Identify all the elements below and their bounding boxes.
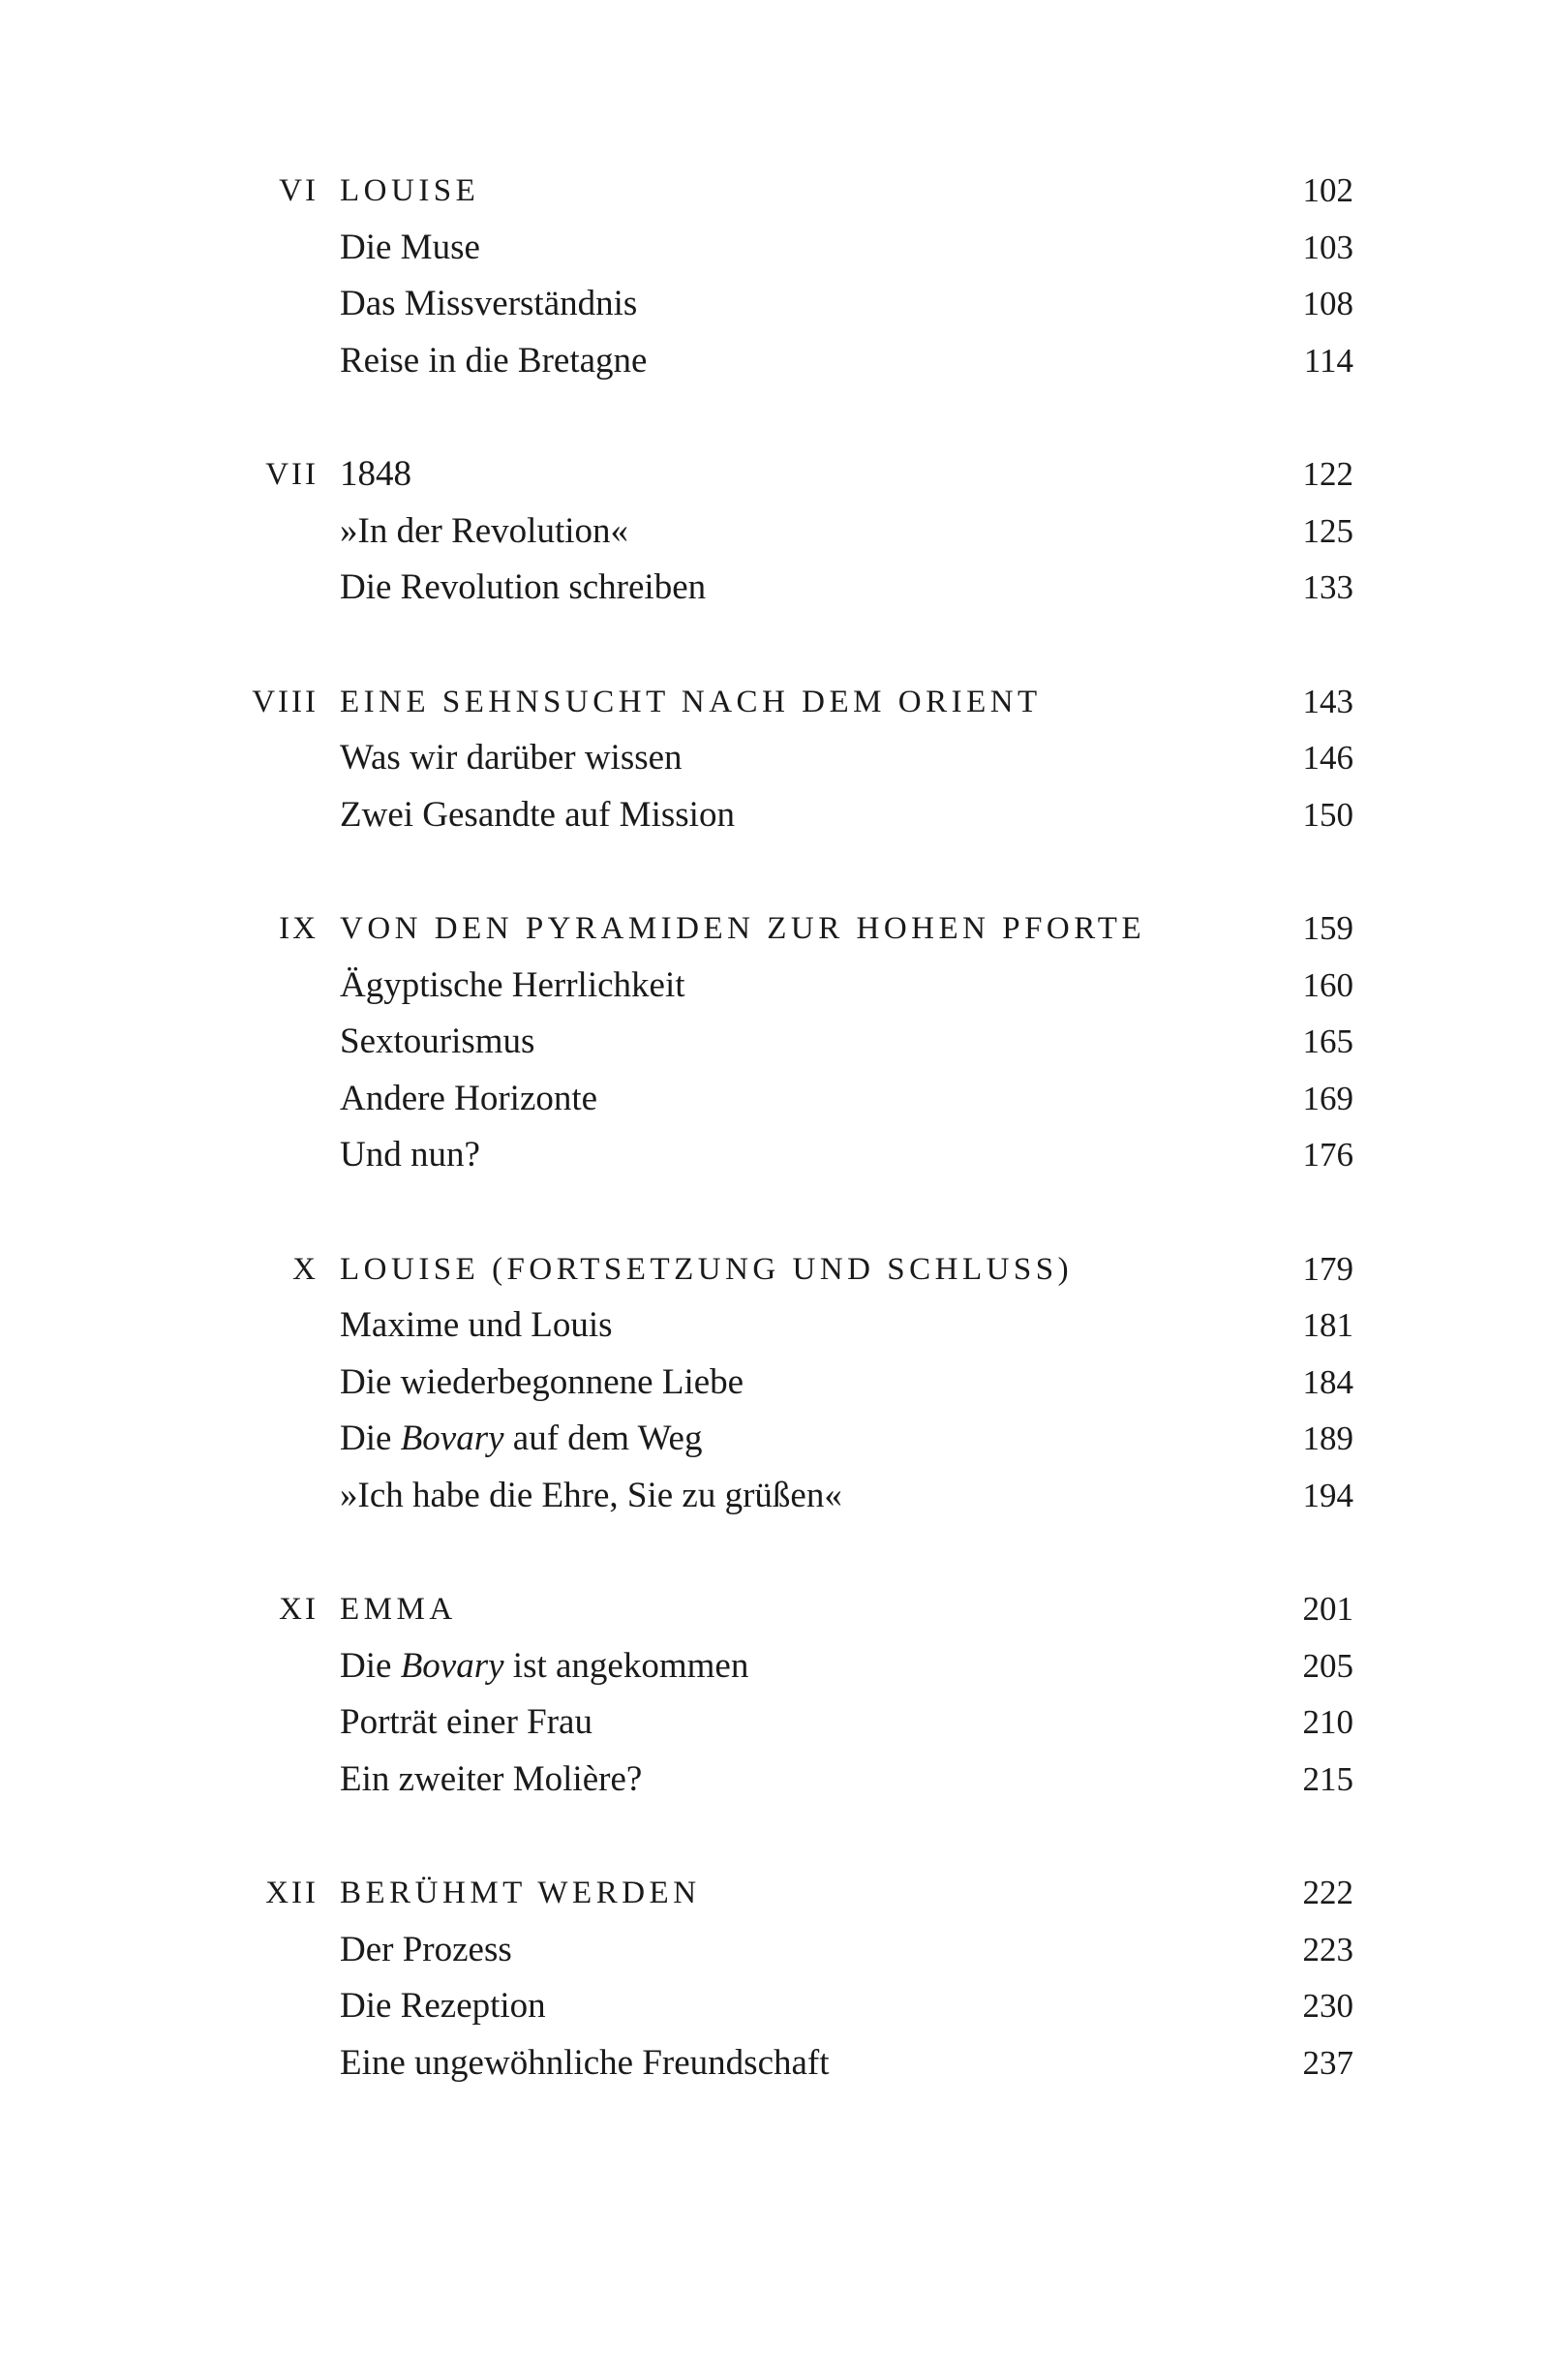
section-row: [0, 1071, 1549, 1128]
section-page-number: 189: [1302, 1419, 1353, 1457]
section-row: [0, 958, 1549, 1015]
section-title: [340, 1127, 480, 1184]
section-title-text: Die: [340, 1419, 401, 1458]
chapter-numeral: IX: [279, 911, 319, 946]
chapter-heading-row: [0, 1241, 1549, 1298]
section-title: [340, 276, 637, 333]
chapter-page-number: 222: [1302, 1874, 1353, 1911]
chapter-title: LOUISE: [340, 173, 480, 208]
chapter-heading-row: [0, 1581, 1549, 1638]
chapter-page-number: 159: [1302, 909, 1353, 947]
section-title-text: Andere Horizonte: [340, 1078, 598, 1118]
section-row: [0, 730, 1549, 787]
chapter-page-number: 201: [1302, 1590, 1353, 1628]
section-title-text: Und nun?: [340, 1135, 480, 1175]
section-title-text: Porträt einer Frau: [340, 1702, 592, 1742]
section-row: [0, 1752, 1549, 1809]
chapter-heading-row: [0, 163, 1549, 220]
section-title-italic: Bovary: [400, 1645, 504, 1686]
section-title: [340, 1355, 744, 1412]
section-title-italic: Bovary: [400, 1419, 504, 1458]
section-page-number: 181: [1302, 1306, 1353, 1344]
chapter-numeral: VII: [265, 457, 319, 492]
section-page-number: 215: [1302, 1759, 1353, 1798]
chapter-numeral: XII: [265, 1876, 319, 1910]
section-page-number: 108: [1302, 285, 1353, 322]
section-title: [340, 1978, 546, 2035]
section-row: [0, 503, 1549, 561]
chapter-title: VON DEN PYRAMIDEN ZUR HOHEN PFORTE: [340, 911, 1146, 946]
section-page-number: 237: [1302, 2043, 1353, 2082]
chapter-numeral: VI: [279, 173, 319, 208]
section-title-text: Der Prozess: [340, 1929, 512, 1969]
section-page-number: 160: [1302, 965, 1353, 1004]
section-page-number: 223: [1302, 1930, 1353, 1968]
section-row: [0, 220, 1549, 277]
section-row: [0, 1297, 1549, 1355]
chapter-block: [0, 446, 1549, 617]
section-title: [340, 958, 685, 1015]
chapter-page-number: 143: [1302, 682, 1353, 720]
chapter-block: [0, 1581, 1549, 1808]
section-title-text: Was wir darüber wissen: [340, 738, 683, 778]
table-of-contents: [0, 163, 1549, 2149]
section-page-number: 150: [1302, 795, 1353, 834]
section-page-number: 125: [1302, 511, 1353, 550]
section-title: [340, 1638, 748, 1695]
chapter-block: [0, 1241, 1549, 1525]
section-title: [340, 2035, 830, 2092]
section-title-text: »In der Revolution«: [340, 510, 629, 551]
section-page-number: 184: [1302, 1362, 1353, 1401]
section-row: [0, 1127, 1549, 1184]
section-title: [340, 1752, 642, 1809]
chapter-numeral: XI: [279, 1592, 319, 1627]
section-title: [340, 220, 480, 277]
section-title-text: Reise in die Bretagne: [340, 340, 648, 381]
section-title-text: Maxime und Louis: [340, 1305, 613, 1345]
section-page-number: 230: [1302, 1987, 1353, 2025]
chapter-block: [0, 163, 1549, 389]
section-page-number: 103: [1302, 228, 1353, 266]
chapter-heading-row: [0, 446, 1549, 503]
section-title-text: Ein zweiter Molière?: [340, 1758, 643, 1799]
section-title: [340, 503, 628, 561]
chapter-heading-row: [0, 900, 1549, 958]
section-page-number: 146: [1302, 739, 1353, 777]
section-title: [340, 1071, 597, 1128]
section-title-text-tail: ist angekommen: [503, 1645, 749, 1686]
section-page-number: 133: [1302, 568, 1353, 606]
chapter-page-number: 179: [1302, 1249, 1353, 1288]
section-row: [0, 276, 1549, 333]
section-title-text: Das Missverständnis: [340, 284, 638, 323]
section-row: [0, 787, 1549, 844]
section-title-text: Die wiederbegonnene Liebe: [340, 1361, 744, 1402]
section-title: [340, 1297, 613, 1355]
chapter-title: EINE SEHNSUCHT NACH DEM ORIENT: [340, 684, 1042, 719]
section-title-text-tail: auf dem Weg: [503, 1419, 703, 1458]
section-title-text: Die: [340, 1645, 401, 1686]
section-title: [340, 1922, 512, 1979]
section-title: [340, 730, 683, 787]
chapter-title: LOUISE (FORTSETZUNG UND SCHLUSS): [340, 1251, 1074, 1287]
section-title: [340, 1014, 534, 1071]
section-page-number: 210: [1302, 1703, 1353, 1741]
section-row: [0, 2035, 1549, 2092]
chapter-title: EMMA: [340, 1592, 457, 1627]
chapter-page-number: 122: [1302, 455, 1353, 493]
chapter-heading-row: [0, 1865, 1549, 1922]
section-title-text: »Ich habe die Ehre, Sie zu grüßen«: [340, 1475, 842, 1515]
section-page-number: 176: [1302, 1136, 1353, 1174]
section-title-text: Zwei Gesandte auf Mission: [340, 794, 735, 835]
section-row: [0, 1411, 1549, 1468]
chapter-block: [0, 900, 1549, 1184]
section-row: [0, 1355, 1549, 1412]
section-page-number: 194: [1302, 1476, 1353, 1514]
section-title-text: Sextourismus: [340, 1022, 535, 1061]
section-title: [340, 1468, 842, 1525]
section-title-text: Die Muse: [340, 227, 480, 267]
chapter-block: [0, 674, 1549, 844]
section-row: [0, 1694, 1549, 1752]
chapter-block: [0, 1865, 1549, 2091]
section-title: [340, 1694, 592, 1752]
section-row: [0, 560, 1549, 617]
section-title: [340, 333, 647, 390]
section-row: [0, 1978, 1549, 2035]
section-title: [340, 560, 706, 617]
section-row: [0, 1638, 1549, 1695]
section-title: [340, 787, 735, 844]
section-row: [0, 1468, 1549, 1525]
section-title-text: Eine ungewöhnliche Freundschaft: [340, 2042, 830, 2083]
section-page-number: 205: [1302, 1646, 1353, 1685]
section-title: [340, 1411, 702, 1468]
chapter-numeral: VIII: [252, 684, 319, 719]
section-row: [0, 1014, 1549, 1071]
section-title-text: Die Revolution schreiben: [340, 567, 707, 607]
section-title-text: Die Rezeption: [340, 1986, 546, 2026]
section-row: [0, 1922, 1549, 1979]
chapter-heading-row: [0, 674, 1549, 731]
section-page-number: 169: [1302, 1079, 1353, 1117]
section-page-number: 114: [1303, 341, 1353, 380]
chapter-numeral: X: [292, 1251, 319, 1287]
section-row: [0, 333, 1549, 390]
section-title-text: Ägyptische Herrlichkeit: [340, 964, 685, 1005]
chapter-page-number: 102: [1302, 171, 1353, 209]
chapter-title: 1848: [340, 454, 411, 494]
chapter-title: BERÜHMT WERDEN: [340, 1876, 701, 1910]
section-page-number: 165: [1302, 1022, 1353, 1060]
